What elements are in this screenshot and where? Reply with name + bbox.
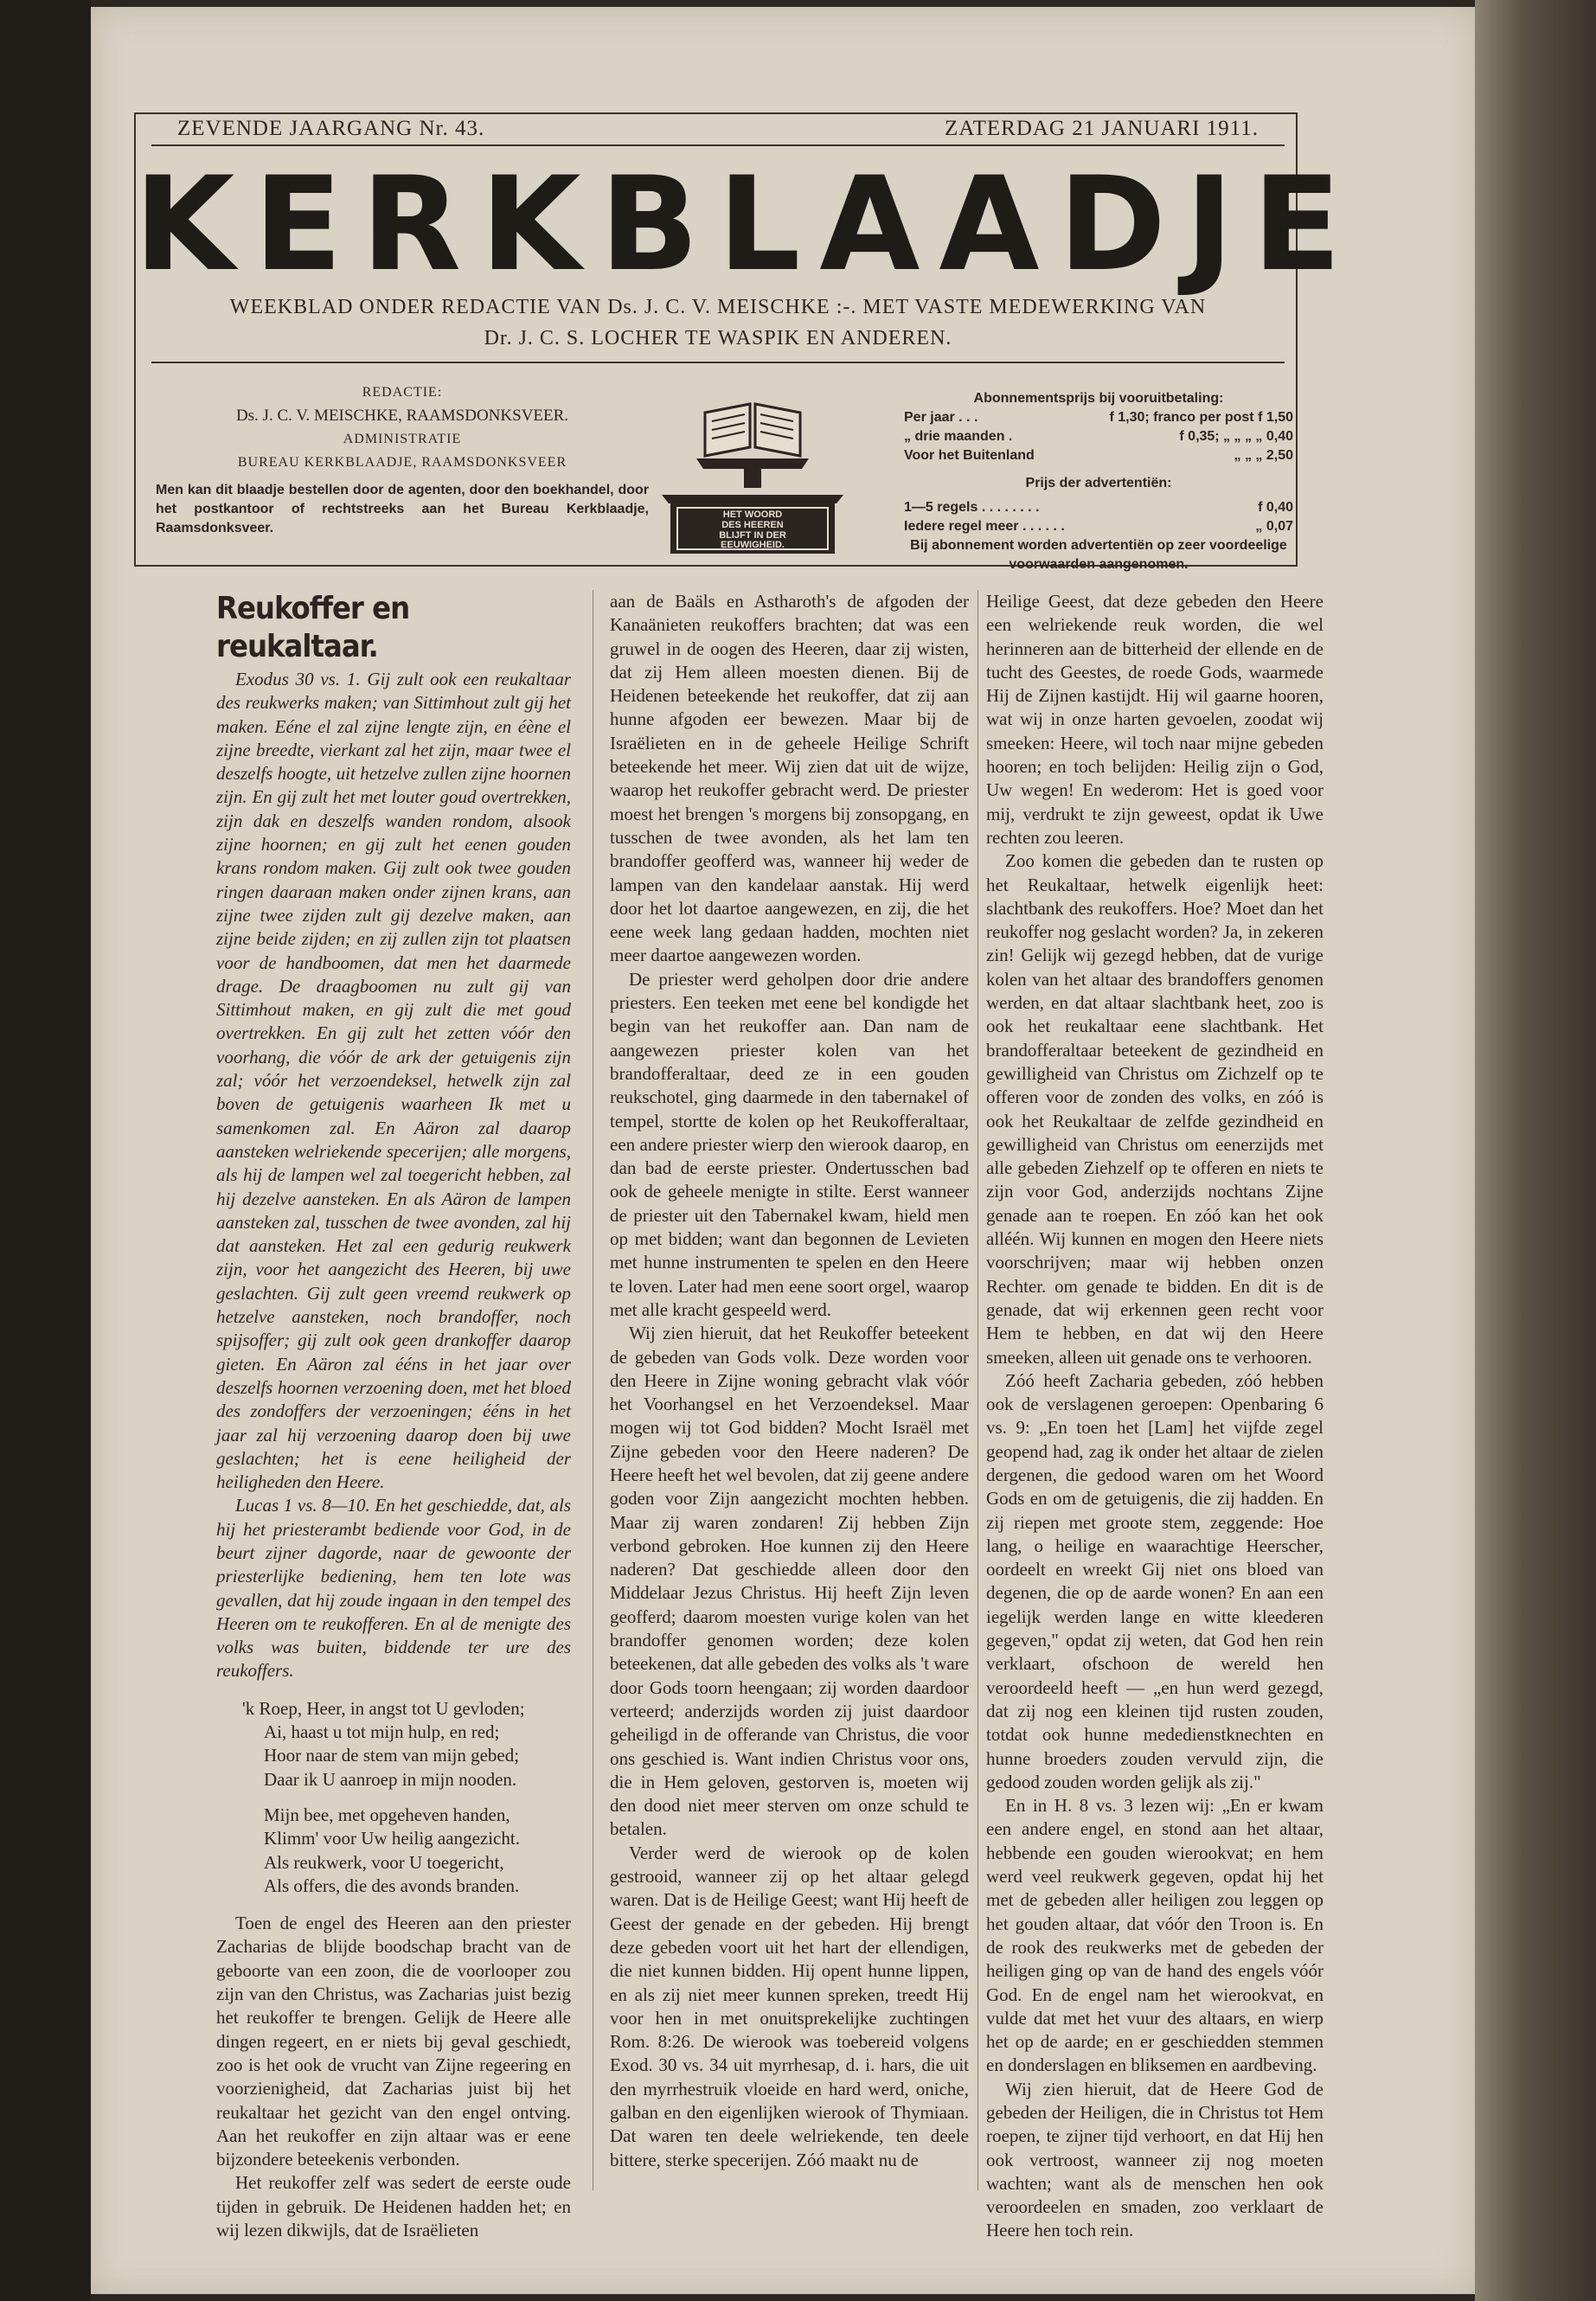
price-value: „ 0,07 [1255, 519, 1293, 534]
price-value: „ „ „ 2,50 [1234, 448, 1293, 463]
subtitle-line: WEEKBLAD ONDER REDACTIE VAN Ds. J. C. V. MEISCHKE :-. MET VASTE MEDEWERKING VAN [229, 296, 1207, 318]
subscription-heading: Abonnementsprijs bij vooruitbetaling: [973, 391, 1224, 406]
bible-lectern-emblem [653, 374, 852, 560]
poem-line: Ai, haast u tot mijn hulp, en red; [264, 1721, 500, 1743]
ads-footer: Bij abonnement worden advertentiën op zeer voordeelige voorwaarden aangenomen. [910, 538, 1287, 572]
book-binding [1475, 0, 1596, 2301]
book-icon [653, 374, 852, 560]
psalm-verse [216, 1697, 571, 1898]
poem-line: Als reukwerk, voor U toegericht, [264, 1851, 504, 1873]
poem-line: Daar ik U aanroep in mijn nooden. [264, 1768, 517, 1790]
article-column-3 [986, 590, 1324, 2243]
article-paragraph: Heilige Geest, dat deze gebeden den Heere een welriekende reuk worden, die wel herinneren aan de bitterheid der ellende en de tucht des Geestes, de roede Gods, waarmede Hij de Zijnen kastijdt. Hij wil gaarne hooren, wat wij in onze harten gevoelen, zoodat wij smeeken: Heere, wil toch naar mijne gebeden hooren; en toch belijden: Heilig zijn o God, Uw wegen! En wederom: Het is goed voor mij, verdrukt te zijn geweest, opdat ik Uwe rechten zou leeren. [986, 591, 1324, 848]
article-paragraph: Zóó heeft Zacharia gebeden, zóó hebben ook de verslagenen geroepen: Openbaring 6 vs. 9: „En toen het [Lam] het vijfde zegel geopend had, zag ik onder het altaar de zielen dergenen, die gedood waren om het Woord Gods en om de getuigenis, die zij hadden. En zij riepen met groote stem, zeggende: Hoe lang, o heilige en waarachtige Heerscher, oordeelt en wreekt Gij niet ons bloed van degenen, die op de aarde wonen? En aan een iegelijk werden lange en witte kleederen gegeven," opdat zij weten, dat God hen rein verklaart, ofschoon de wereld hen veroordeeld heeft — „en hun werd gezegd, dat zij nog een kleinen tijd rusten zouden, totdat ook hunne mededienstknechten en hunne broeders zouden vervuld zijn, die gedood zouden worden gelijk als zij." [986, 1369, 1324, 1792]
article-paragraph: Verder werd de wierook op de kolen gestrooid, wanneer zij op het altaar gelegd waren. Dat is de Heilige Geest; want Hij heeft de Geest der genade en der gebeden. Hij brengt deze gebeden voort uit het hart der ellendigen, die niet kunnen bidden. Hij opent hunne lippen, en als zij niet meer kunnen spreken, treedt Hij voor hen in met onuitsprekelijke zuchtingen Rom. 8:26. De wierook was toebereid volgens Exod. 30 vs. 34 uit myrrhesap, d. i. hars, die uit den myrrhestruik vloeide en hard werd, oniche, galban en den eigenlijken wierook of Thymiaan. Dat waren ten deele welriekende, ten deele bittere, sterke specerijen. Zóó maakt nu de [610, 1842, 969, 2170]
article-paragraph: Zoo komen die gebeden dan te rusten op het Reukaltaar, hetwelk eigenlijk heet: slachtbank des reukoffers. Hoe? Moet dan het reukoffer nog geslacht worden? Ja, in zekeren zin! Gelijk wij gezegd hebben, dat de vurige kolen van het altaar des brandoffers genomen werden, en dat altaar slachtbank heet, zoo is ook het reukaltaar eene slachtbank. Het brandofferaltaar beteekent de gezindheid en gewilligheid van Christus om Zichzelf op te offeren voor de zonden des volks, en zóó is ook het Reukaltaar de zelfde gezindheid en gewilligheid van Christus om eenerzijds met alle gebeden Ziehzelf op te offeren en niets te zijn voor God, anderzijds nochtans Zijne genade aan te roepen. En zóó kan het ook alléén. Wij kunnen en mogen den Heere niets voorschrijven; maar wij hebben onzen Rechter. om genade te bidden. En dit is de genade, dat wij erkennen geen recht voor Hem te hebben, en dat wij den Heere smeeken, alleen uit genade ons te verhooren. [986, 850, 1324, 1368]
price-label: Per jaar . . . [904, 410, 978, 425]
article-paragraph: De priester werd geholpen door drie andere priesters. Een teeken met eene bel kondigde het begin van het reukoffer aan. Dan nam de aangewezen priester kolen van het brandofferaltaar, deed ze in een gouden reukschotel, ging daarmede in den tabernakel of tempel, stortte de kolen op het Reukofferaltaar, een andere priester wierp den wierook daarop, en dan bad de eerste priester. Ondertusschen bad ook de geheele menigte in stilte. Eerst wanneer de priester uit den Tabernakel kwam, hield men op met bidden; want dan begonnen de Levieten met hunne instrumenten te spelen en den Heere te loven. Later had men eene soort orgel, waarop met alle kracht gespeeld werd. [610, 968, 969, 1320]
price-label: 1—5 regels . . . . . . . . [904, 500, 1040, 515]
poem-line: Mijn bee, met opgeheven handen, [264, 1804, 510, 1825]
poem-line: Klimm' voor Uw heilig aangezicht. [264, 1828, 520, 1849]
scripture-quote: Exodus 30 vs. 1. Gij zult ook een reukaltaar des reukwerks maken; van Sittimhout zult gij het maken. Eéne el zal zijne lengte zijn, en éène el zijne breedte, vierkant zal het zijn, maar twee el deszelfs hoogte, uit hetzelve zullen zijne hoornen zijn. En gij zult het met louter goud overtrekken, zijn dak en deszelfs wanden rondom, alsook zijne hoornen; en gij zult het eenen gouden krans rondom maken. Gij zult ook twee gouden ringen daaraan maken onder zijnen krans, aan zijne twee zijden zult gij dezelve maken, aan zijne beide zijden; en zij zullen zijn tot plaatsen voor de handboomen, dat men het daarmede drage. De draagboomen nu zult gij van Sittimhout maken, en gij zult die met goud overtrekken. En gij zult het zetten vóór den voorhang, die vóór de ark der getuigenis zijn zal; vóór het verzoendeksel, hetwelk zijn zal boven de getuigenis waarheen Ik met u samenkomen zal. En Aäron zal daarop aansteken welriekende specerijen; alle morgens, als hij de lampen wel zal toegericht hebben, zal hij dezelve aansteken. En als Aäron de lampen aansteken zal, tusschen de twee avonden, zal hij dat aansteken. Het zal een gedurig reukwerk zijn, voor het aangezicht des Heeren, bij uwe geslachten. Gij zult geen vreemd reukwerk op hetzelve aansteken, noch brandoffer, noch spijsoffer; gij zult ook geen drankoffer daarop gieten. En Aäron zal ééns in het jaar over deszelfs hoornen verzoening doen, met het bloed des zondoffers der verzoeningen; ééns in het jaar zal hij verzoening daarop doen bij uwe geslachten; het is eene heiligheid der heiligheden den Heere. [216, 669, 571, 1493]
administration-value: BUREAU KERKBLAADJE, RAAMSDONKSVEER [237, 455, 567, 470]
redactie-label: REDACTIE: [362, 385, 443, 400]
emblem-text: HET WOORD [722, 510, 783, 520]
price-value: f 0,40 [1258, 500, 1293, 515]
price-row [904, 408, 1293, 427]
article-paragraph: Toen de engel des Heeren aan den priester Zacharias de blijde boodschap bracht van de geboorte van een zoon, die de voorlooper zou zijn van den Christus, was Zacharias juist bezig het reukoffer te brengen. Gelijk de Heere alle dingen regeert, en er niets bij geval geschiedt, zoo is het ook de vrucht van Zijne regeering en voorzienigheid, dat Zacharias juist bij het reukaltaar het gezicht van den engel ontving. Aan het reukoffer en zijn altaar was er eene bijzondere beteekenis verbonden. [216, 1913, 571, 2170]
price-row [904, 446, 1293, 465]
poem-line: 'k Roep, Heer, in angst tot U gevloden; [242, 1697, 525, 1719]
price-label: Iedere regel meer . . . . . . [904, 519, 1065, 534]
newspaper-title: KERKBLAADJE [134, 150, 1361, 300]
price-row [904, 517, 1293, 536]
publication-date: ZATERDAG 21 JANUARI 1911. [945, 117, 1259, 140]
article-paragraph: aan de Baäls en Astharoth's de afgoden der Kanaänieten reukoffers brachten; dat was een gruwel in de oogen des Heeren, daar zij wisten, dat zij Hem alleen moesten dienen. Bij de Heidenen beteekende het reukoffer, dat zij aan hunne afgoden eer bewezen. Maar bij de Israëlieten en in de geheele Heilige Schrift beteekende het meer. Wij zien dat uit de wijze, waarop het reukoffer gebracht werd. De priester moest het brengen 's morgens bij zonsopgang, en tusschen de twee avonden, als het lam ten brandoffer geofferd was, wanneer hij weder de lampen van den kandelaar aanstak. Hij werd door het lot daartoe aangewezen, en zij, die het eene week lang gedaan hadden, mochten niet meer daartoe aangewezen worden. [610, 591, 969, 966]
price-value: f 0,35; „ „ „ „ 0,40 [1179, 429, 1293, 444]
poem-line: Als offers, die des avonds branden. [264, 1875, 520, 1896]
edition-number: ZEVENDE JAARGANG Nr. 43. [177, 117, 485, 140]
article-column-1 [216, 590, 571, 2242]
redactie-value: Ds. J. C. V. MEISCHKE, RAAMSDONKSVEER. [235, 407, 569, 425]
article-paragraph: Wij zien hieruit, dat het Reukoffer beteekent de gebeden van Gods volk. Deze worden voor den Heere in Zijne woning gebracht vlak vóór het Voorhangsel en het Verzoendeksel. Maar mogen wij tot God bidden? Mocht Israël met Zijne gebeden voor den Heere naderen? De Heere heeft het wel bevolen, dat zij geene andere goden voor Zijn aangezicht mochten hebben. Maar zij waren zondaren! Zij hebben Zijn verbond gebroken. Hoe kunnen zij den Heere naderen? Dat geschiedde alleen door den Middelaar Jezus Christus. Hij heeft Zijn leven geofferd; daarom moesten vurige kolen van het brandoffer genomen worden; deze kolen beteekenen, dat alle gebeden des volks als 't ware door Gods toorn heengaan; zij worden daardoor verteerd; anderzijds worden zij juist daardoor geheiligd in de offerande van Christus, die voor ons geschied is. Want indien Christus voor ons, die in Hem geloven, gestorven is, moeten wij den dood niet meer sterven om onze schuld te betalen. [610, 1323, 969, 1840]
emblem-text: BLIJFT IN DER [719, 530, 786, 541]
price-row [904, 427, 1293, 446]
subscription-note: Men kan dit blaadje bestellen door de agenten, door den boekhandel, door het postkantoor of rechtstreeks aan het Bureau Kerkblaadje, Raamsdonksveer. [156, 483, 649, 535]
masthead-topline [151, 115, 1285, 146]
emblem-text: DES HEEREN [721, 520, 784, 530]
column-rule [977, 590, 978, 2190]
article-column-2 [610, 590, 969, 2172]
ads-heading: Prijs der advertentiën: [1025, 476, 1172, 490]
newspaper-subtitle [164, 292, 1272, 354]
subscription-prices [904, 389, 1293, 574]
scan-left-edge [0, 0, 91, 2301]
article-title: Reukoffer en reukaltaar. [216, 591, 410, 664]
price-label: „ drie maanden . [904, 429, 1013, 444]
administration-label: ADMINISTRATIE [343, 432, 462, 446]
price-row [904, 498, 1293, 517]
article-paragraph: Wij zien hieruit, dat de Heere God de gebeden der Heiligen, die in Christus tot Hem roepen, te zijner tijd verhoort, en dat Hij hen ook vertroost, wanneer zij nog moeten wachten; want als de menschen hen ook veroordeelen en smaden, zoo verklaart de Heere hen toch rein. [986, 2078, 1324, 2241]
editorial-info [156, 381, 649, 538]
subtitle-line: Dr. J. C. S. LOCHER TE WASPIK EN ANDEREN. [484, 327, 952, 349]
article-paragraph: En in H. 8 vs. 3 lezen wij: „En er kwam een andere engel, en stond aan het altaar, hebbende een gouden wierookvat; en hem werd veel reukwerk gegeven, opdat hij het met de gebeden aller heiligen zou leggen op het gouden altaar, dat vóór den Troon is. En de rook des reukwerks met de gebeden der heiligen ging op van de hand des engels vóór God. En de engel nam het wierookvat, en vulde dat met het vuur des altaars, en wierp het op de aarde; en er geschiedden stemmen en donderslagen en bliksemen en aardbeving. [986, 1795, 1324, 2076]
emblem-text: EEUWIGHEID. [721, 540, 785, 550]
masthead-divider [151, 362, 1285, 363]
poem-line: Hoor naar de stem van mijn gebed; [264, 1745, 520, 1766]
article-paragraph: Het reukoffer zelf was sedert de eerste oude tijden in gebruik. De Heidenen hadden het; en wij lezen dikwijls, dat de Israëlieten [216, 2172, 571, 2240]
price-value: f 1,30; franco per post f 1,50 [1109, 410, 1293, 425]
price-label: Voor het Buitenland [904, 448, 1035, 463]
scripture-quote: Lucas 1 vs. 8—10. En het geschiedde, dat, als hij het priesterambt bediende voor God, in de beurt zijner dagorde, naar de gewoonte der priesterlijke bediening, hem ten lote was gevallen, dat hij zoude ingaan in den tempel des Heeren om te reukofferen. En al de menigte des volks was buiten, biddende ter ure des reukoffers. [216, 1495, 571, 1682]
